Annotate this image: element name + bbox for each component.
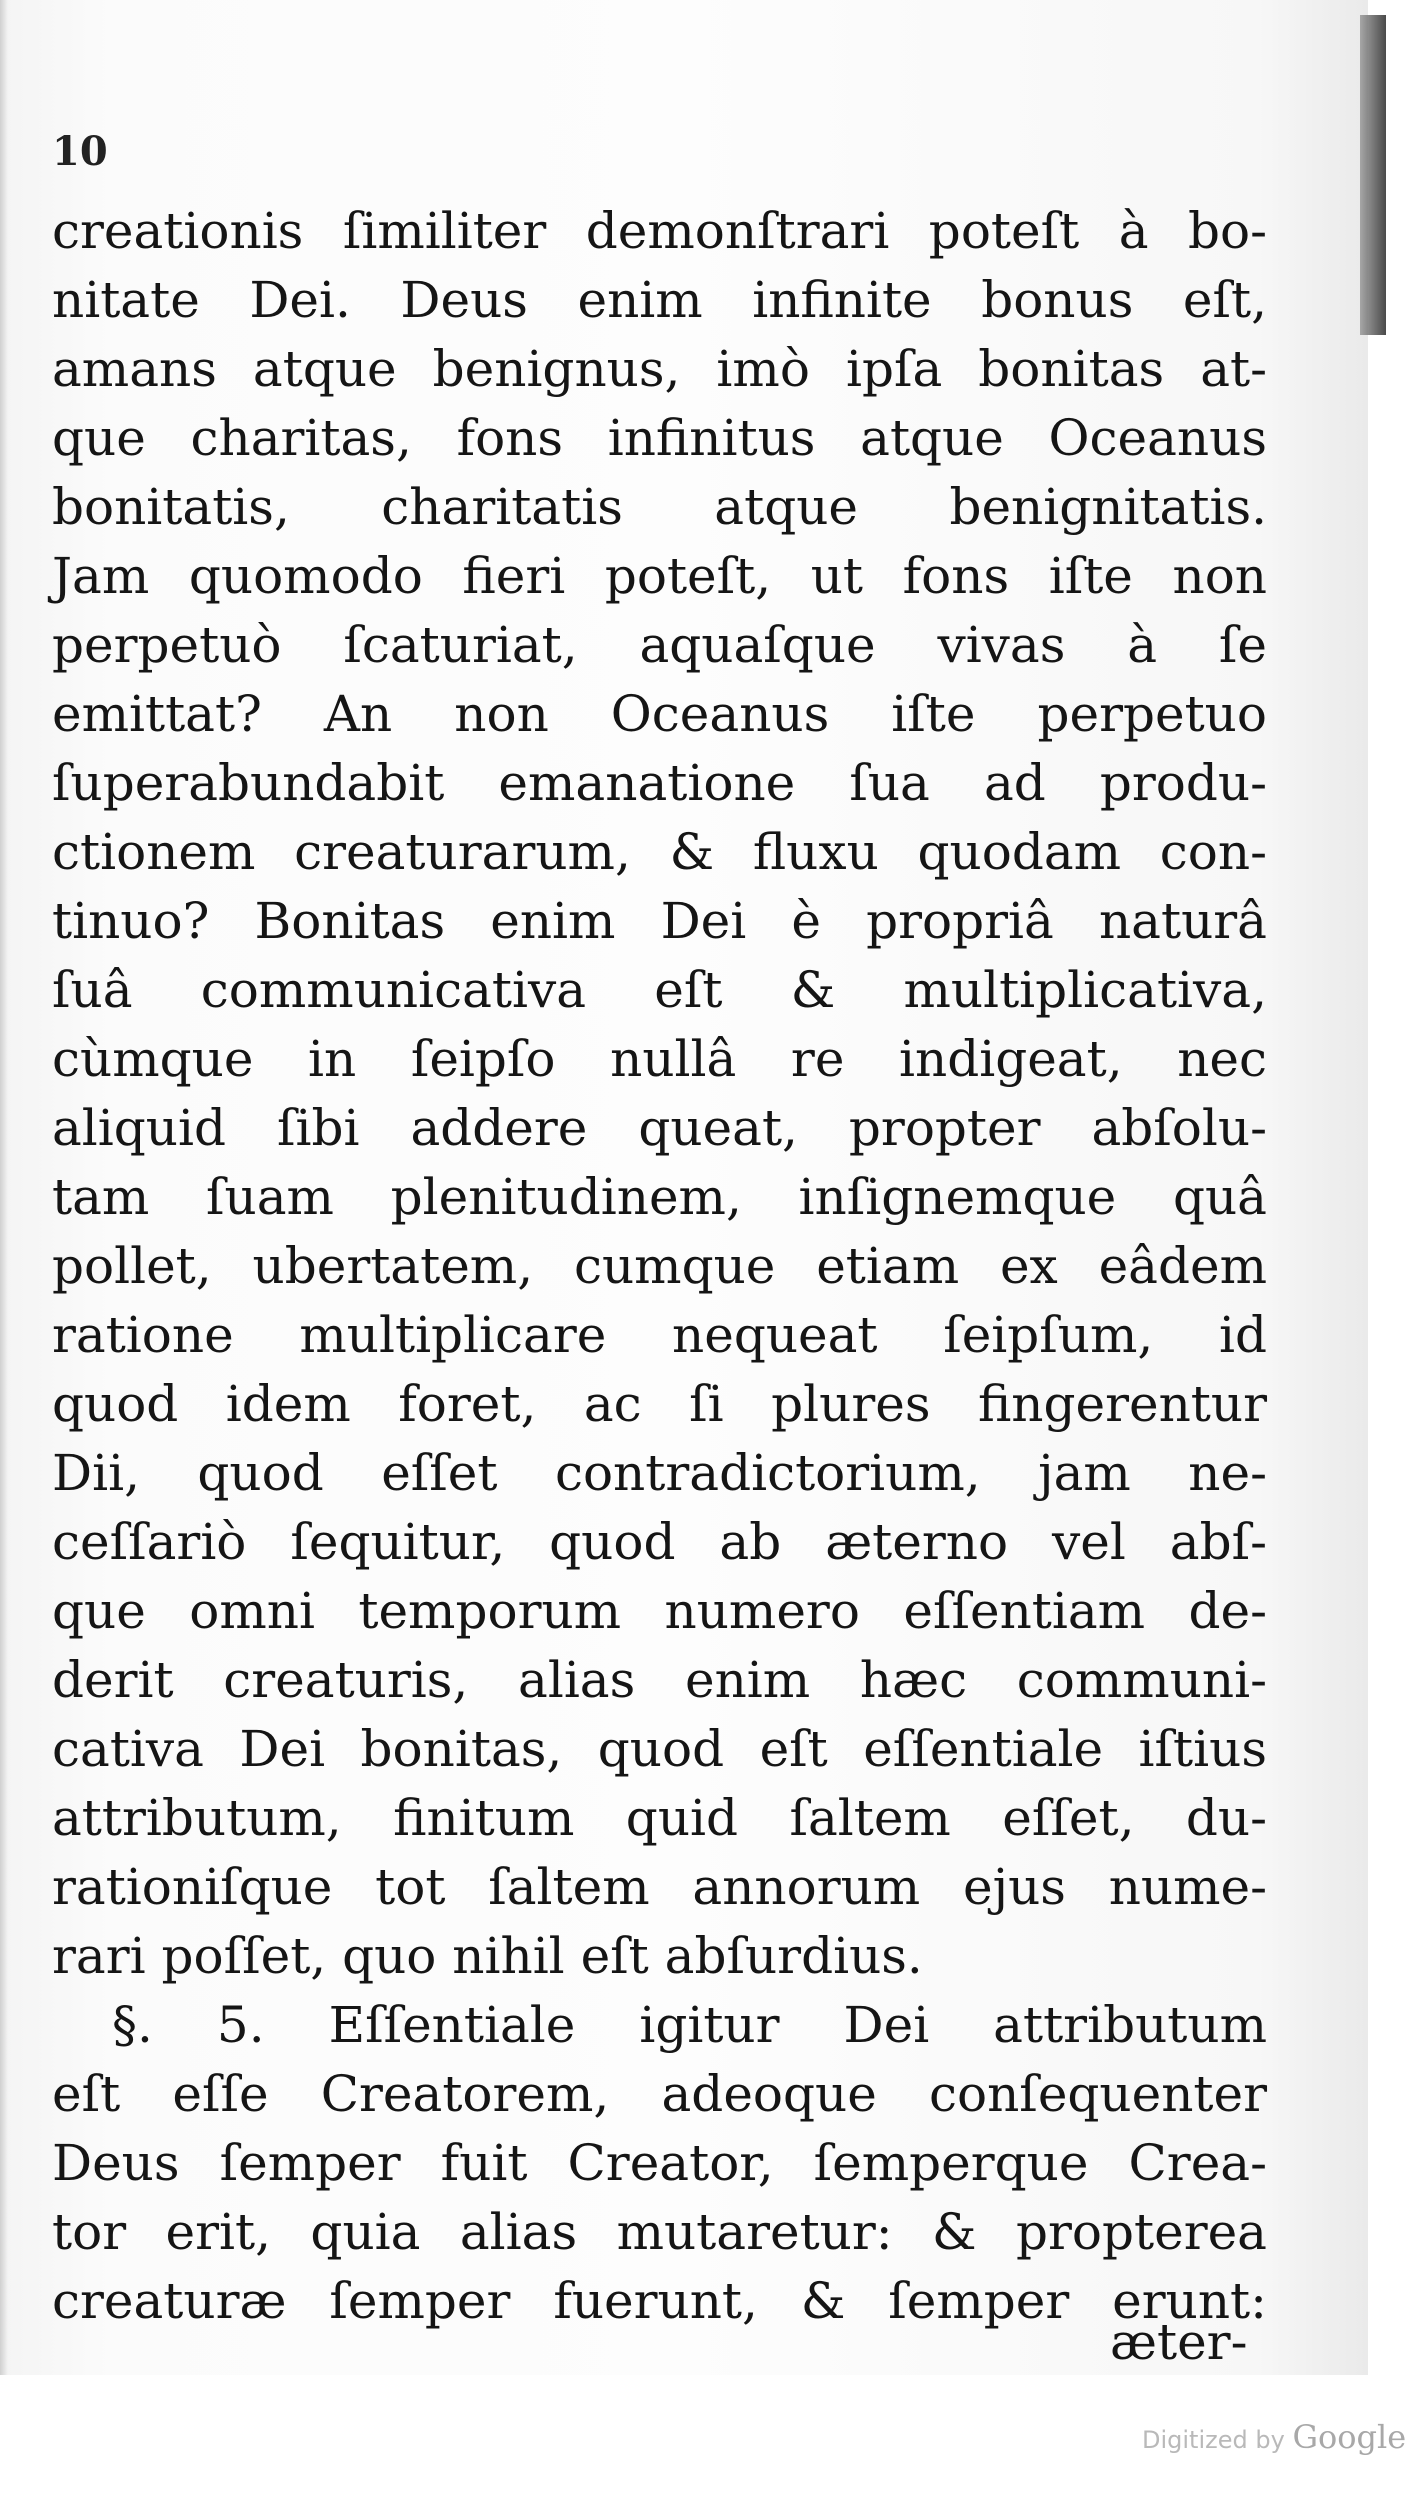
text-line: ſuperabundabit emanatione ſua ad produ- <box>52 754 1267 812</box>
text-line: pollet, ubertatem, cumque etiam ex eâdem <box>52 1237 1267 1295</box>
text-line: creaturæ ſemper fuerunt, & ſemper erunt: <box>52 2272 1267 2330</box>
text-line: quod idem foret, ac ſi plures fingerentur <box>52 1375 1267 1433</box>
text-line: aliquid ſibi addere queat, propter abſolu- <box>52 1099 1267 1157</box>
watermark-prefix: Digitized by <box>1142 2426 1285 2454</box>
text-line: tinuo? Bonitas enim Dei è propriâ naturâ <box>52 892 1267 950</box>
text-line: ctionem creaturarum, & fluxu quodam con- <box>52 823 1267 881</box>
text-line: Dii, quod eſſet contradictorium, jam ne- <box>52 1444 1267 1502</box>
text-line: emittat? An non Oceanus iſte perpetuo <box>52 685 1267 743</box>
text-line: ratione multiplicare nequeat ſeipſum, id <box>52 1306 1267 1364</box>
text-line: creationis ſimiliter demonſtrari poteſt à bo- <box>52 202 1267 260</box>
text-line: rationiſque tot ſaltem annorum ejus nume- <box>52 1858 1267 1916</box>
text-line: tor erit, quia alias mutaretur: & propterea <box>52 2203 1267 2261</box>
text-line: attributum, finitum quid ſaltem eſſet, du- <box>52 1789 1267 1847</box>
text-line: perpetuò ſcaturiat, aquaſque vivas à ſe <box>52 616 1267 674</box>
text-line: rari poſſet, quo nihil eſt abſurdius. <box>52 1927 923 1985</box>
text-line: tam ſuam plenitudinem, inſignemque quâ <box>52 1168 1267 1226</box>
body-text <box>52 128 1267 2336</box>
page-gutter-shadow <box>0 0 8 2375</box>
section-heading-line: §. 5. Eſſentiale igitur Dei attributum <box>112 1996 1267 2054</box>
catchword: æter- <box>1110 2313 1248 2371</box>
text-line: cùmque in ſeipſo nullâ re indigeat, nec <box>52 1030 1267 1088</box>
digitized-watermark <box>1142 2418 1406 2456</box>
text-line: amans atque benignus, imò ipſa bonitas at- <box>52 340 1267 398</box>
text-line: nitate Dei. Deus enim infinite bonus eſt, <box>52 271 1267 329</box>
text-line: Deus ſemper fuit Creator, ſemperque Crea- <box>52 2134 1267 2192</box>
text-line: Jam quomodo fieri poteſt, ut fons iſte non <box>52 547 1267 605</box>
text-line: que charitas, fons infinitus atque Oceanus <box>52 409 1267 467</box>
text-line: bonitatis, charitatis atque benignitatis. <box>52 478 1267 536</box>
text-line: ceſſariò ſequitur, quod ab æterno vel abſ- <box>52 1513 1267 1571</box>
page-edge-shadow <box>1360 15 1386 335</box>
google-logo: Google <box>1292 2418 1407 2456</box>
text-line: ſuâ communicativa eſt & multiplicativa, <box>52 961 1267 1019</box>
page-number: 10 <box>52 128 108 175</box>
text-line: eſt eſſe Creatorem, adeoque conſequenter <box>52 2065 1267 2123</box>
text-line: cativa Dei bonitas, quod eſt eſſentiale iſtius <box>52 1720 1267 1778</box>
text-line: que omni temporum numero eſſentiam de- <box>52 1582 1267 1640</box>
text-line: derit creaturis, alias enim hæc communi- <box>52 1651 1267 1709</box>
